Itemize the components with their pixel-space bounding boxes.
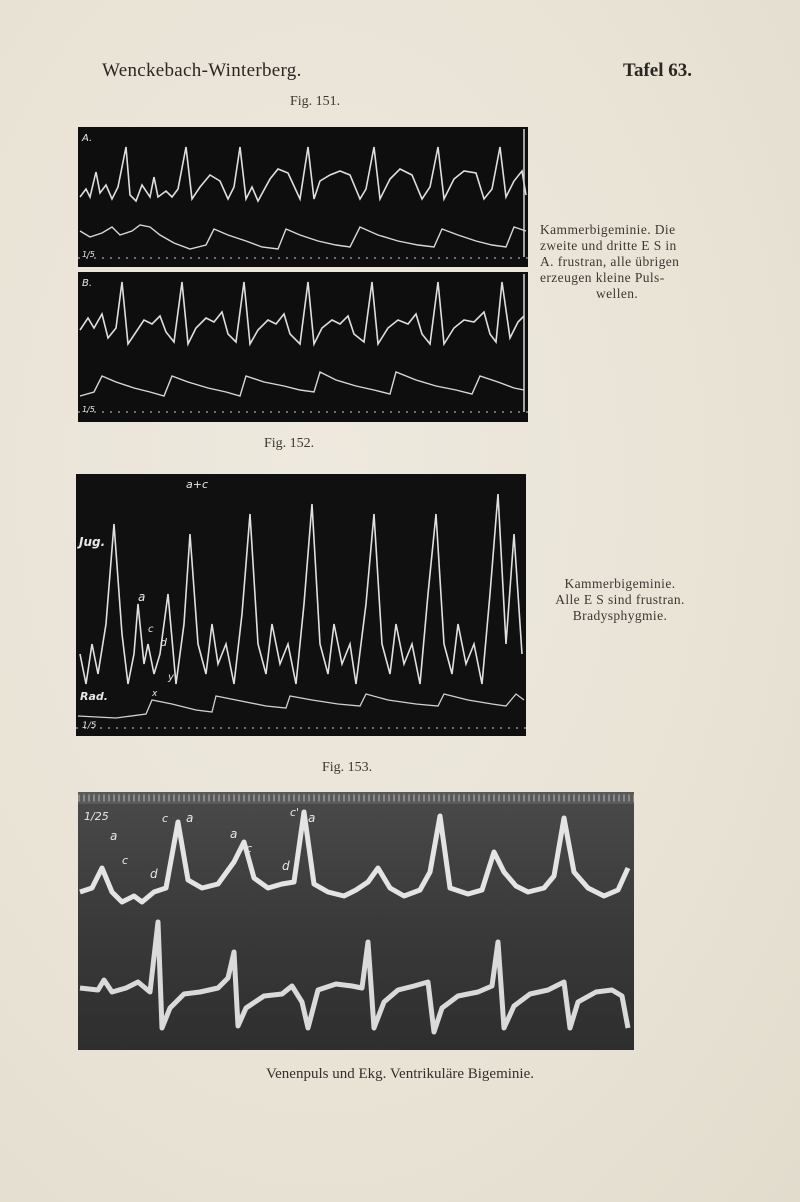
fig152-label-rad: Rad. (80, 690, 108, 703)
fig152-tracing-svg (76, 474, 526, 736)
fig152-description-line: Alle E S sind frustran. (555, 592, 685, 607)
fig151-time-a: 1/5 (82, 250, 95, 259)
fig152-label-a: a (138, 590, 146, 604)
fig153-tracing (78, 792, 634, 1050)
fig152-label-y: y (168, 672, 174, 683)
fig153-label-c2: c (122, 854, 129, 867)
fig153-label-a2: a (186, 811, 194, 825)
fig152-label-jug: Jug. (79, 535, 106, 549)
fig153-label-c1: c (162, 812, 169, 825)
fig153-label-d2: d (282, 859, 290, 873)
fig152-caption: Fig. 152. (264, 436, 315, 451)
fig152-description-line: Kammerbigeminie. (564, 576, 676, 591)
fig153-description: Venenpuls und Ekg. Ventrikuläre Bigeminie. (265, 1066, 534, 1082)
fig151-description-line: wellen. (596, 286, 639, 301)
fig153-label-d1: d (150, 867, 158, 881)
fig152-tracing (76, 474, 526, 736)
fig151-trace-a-svg (78, 127, 528, 267)
fig152-label-time: 1/5 (82, 721, 97, 731)
fig151-label-a: A. (82, 133, 93, 144)
fig152-label-d: d (160, 636, 167, 649)
fig151-description-line: erzeugen kleine Puls- (540, 270, 665, 285)
fig152-description (540, 576, 700, 624)
fig153-label-time: 1/25 (84, 810, 109, 823)
fig151-label-b: B. (82, 278, 93, 289)
fig153-label-a4: a (308, 811, 316, 825)
fig151-time-b: 1/5 (82, 405, 95, 414)
plate-number: Tafel 63. (623, 60, 692, 81)
fig153-tracing-svg (78, 792, 634, 1050)
fig151-description (540, 222, 679, 302)
fig152-label-x: x (152, 689, 158, 699)
fig153-caption: Fig. 153. (322, 760, 373, 775)
fig153-label-c3: c (246, 842, 253, 855)
fig151-trace-b-svg (78, 272, 528, 422)
fig153-label-a1: a (110, 829, 118, 843)
fig152-description-line: Bradysphygmie. (572, 608, 668, 623)
fig151-description-line: A. frustran, alle übrigen (540, 254, 680, 269)
fig153-label-a3: a (230, 827, 238, 841)
fig152-label-ac: a+c (186, 478, 209, 491)
authors-header: Wenckebach-Winterberg. (102, 60, 302, 81)
fig151-description-line: zweite und dritte E S in (540, 238, 677, 253)
fig153-label-c4: c' (290, 806, 300, 819)
fig151-trace-b (78, 272, 528, 422)
fig151-trace-a (78, 127, 528, 267)
fig152-label-c: c (148, 624, 154, 635)
fig151-description-line: Kammerbigeminie. Die (540, 222, 676, 237)
fig151-caption: Fig. 151. (290, 94, 341, 109)
